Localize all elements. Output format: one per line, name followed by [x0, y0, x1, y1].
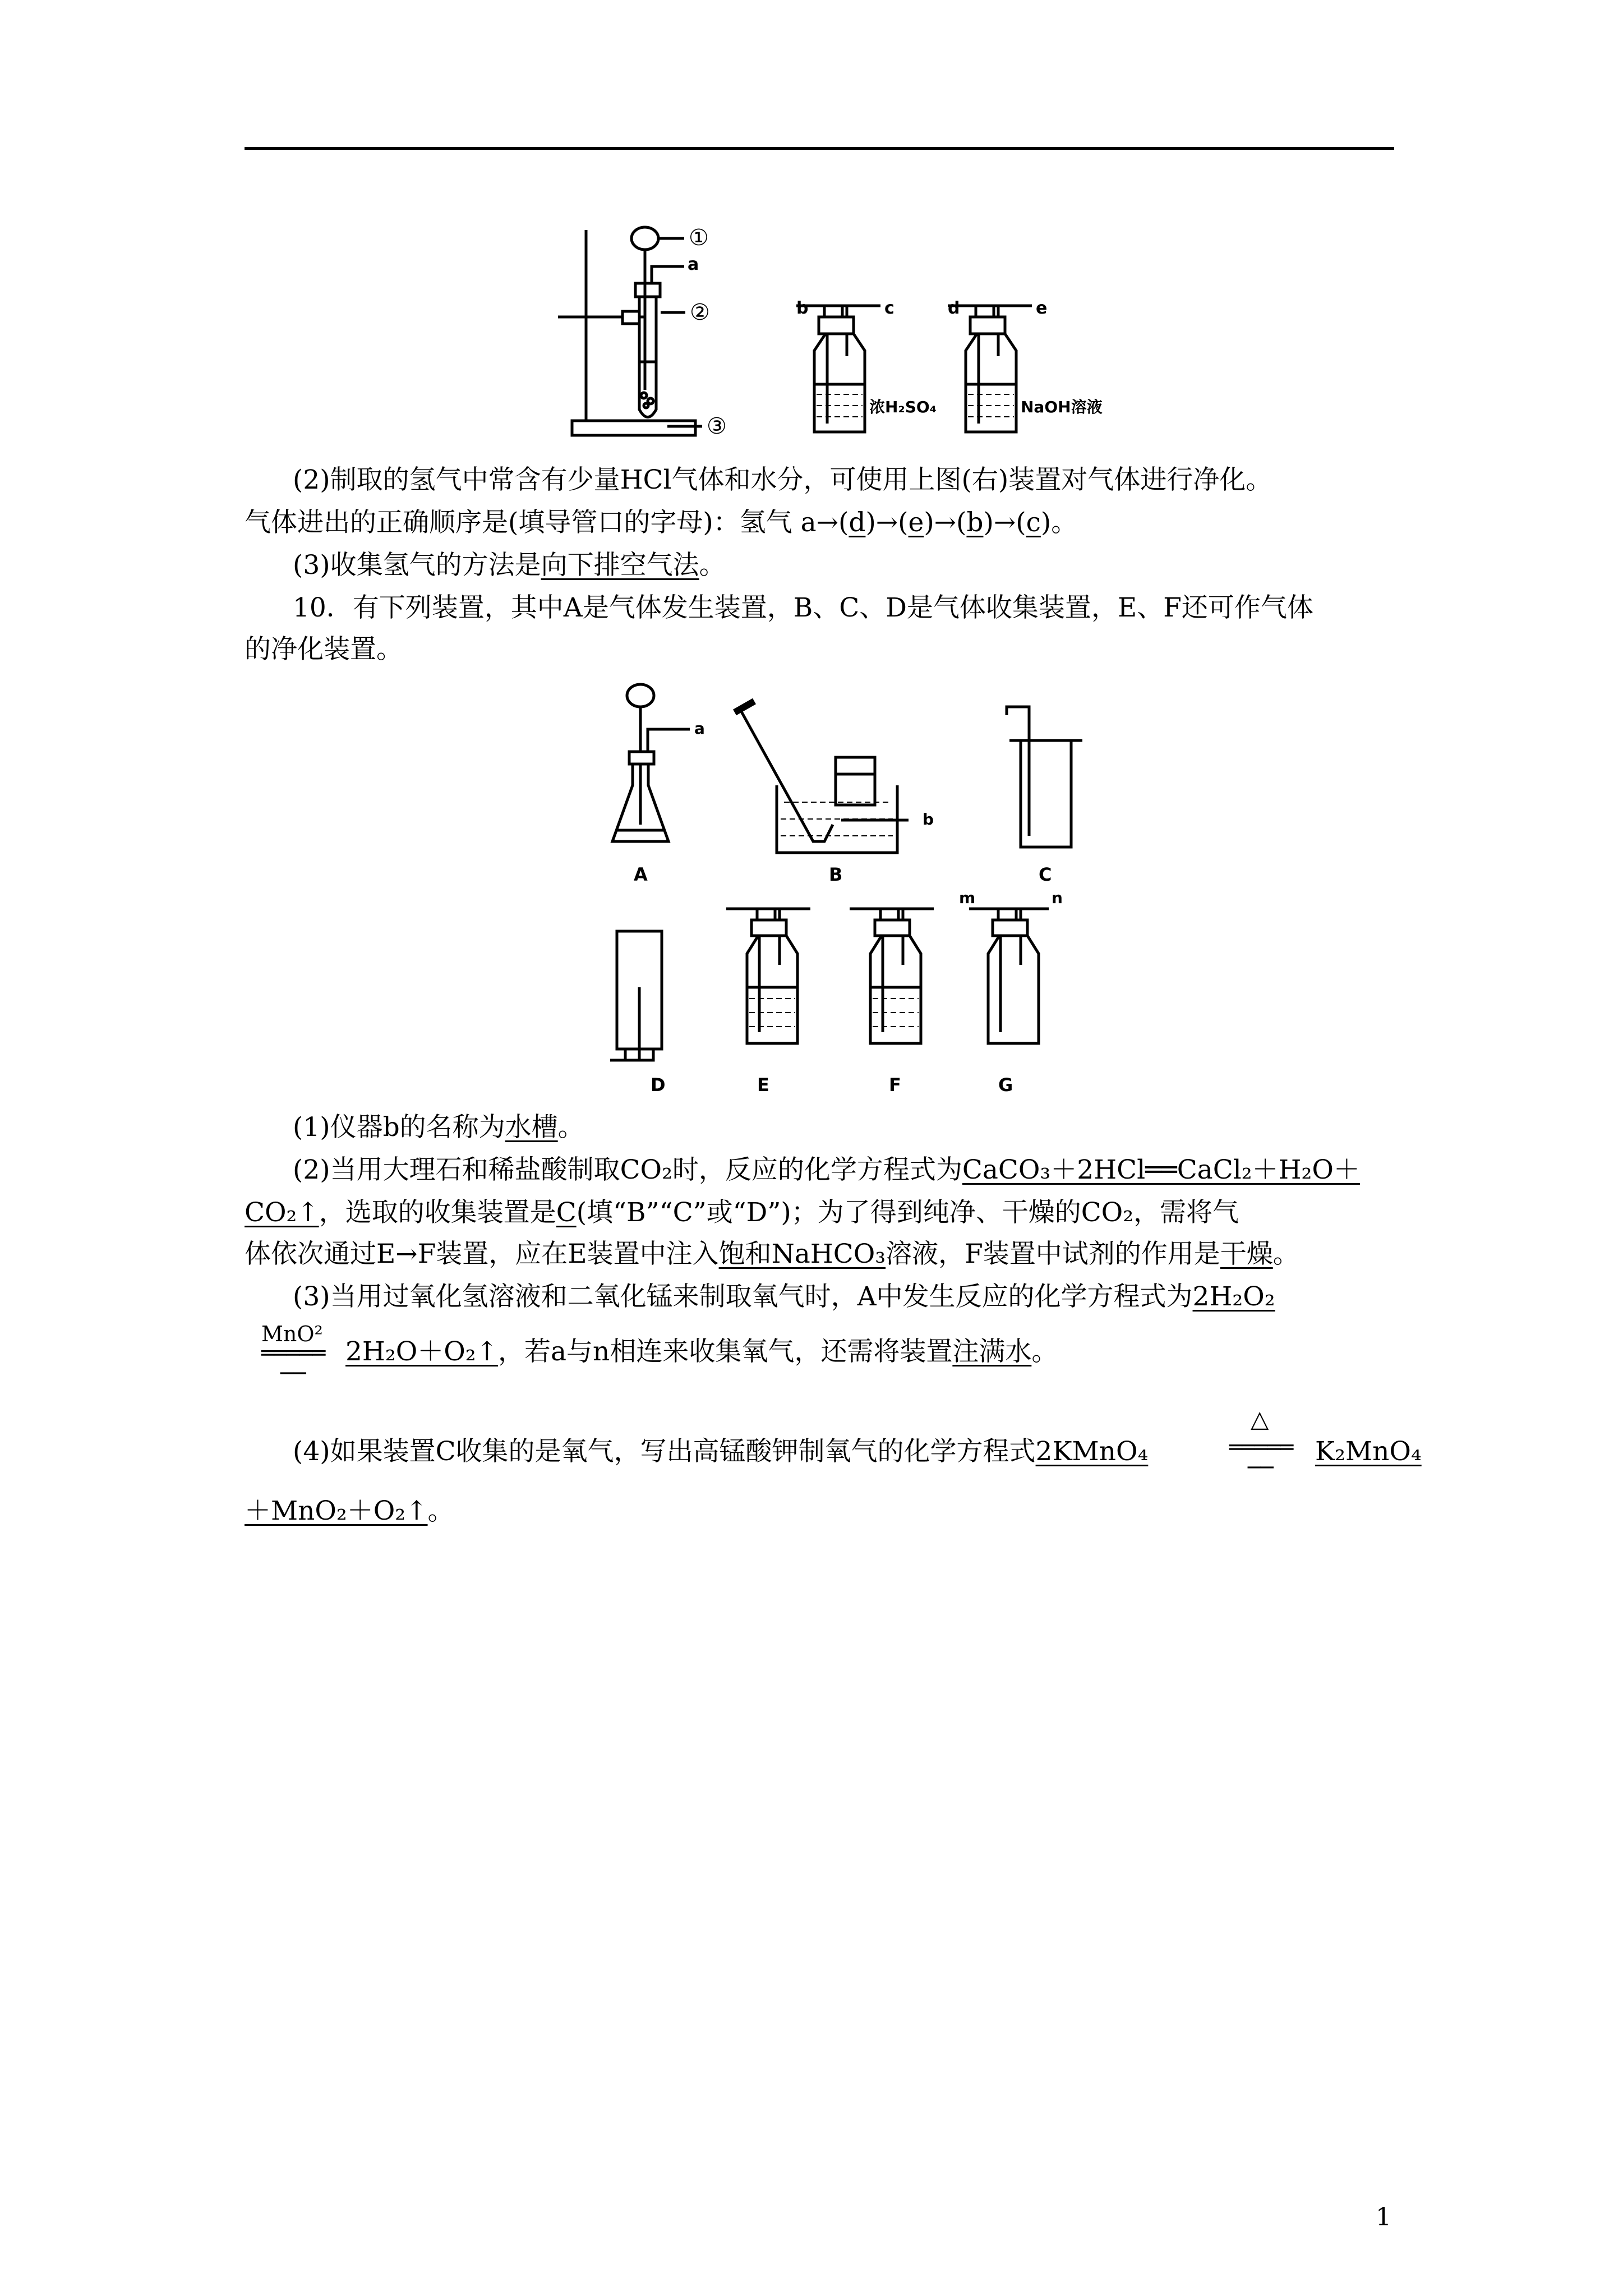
label-circle-3: ③ [707, 413, 727, 439]
q9-part3 [293, 549, 726, 582]
label-circle-2: ② [690, 300, 710, 325]
q10-p3-text: (3)当用过氧化氢溶液和二氧化锰来制取氧气时，A中发生反应的化学方程式为 [293, 1281, 1193, 1312]
reaction-equals-sign-1: ═════ [261, 1341, 326, 1365]
q9-part2-line2 [245, 506, 1077, 540]
q10-part3-line2 [345, 1335, 1058, 1369]
answer-b: b [966, 507, 984, 538]
label-n: n [1052, 889, 1063, 907]
q10-part3-line1 [293, 1280, 1275, 1314]
q10-part2-line3 [245, 1237, 1299, 1271]
label-D: D [651, 1074, 666, 1096]
label-E: E [757, 1074, 769, 1096]
label-c: c [884, 298, 895, 318]
answer-caco3-equation: CaCO₃＋2HCl══CaCl₂＋H₂O＋ [962, 1154, 1360, 1185]
period: 。 [427, 1496, 454, 1526]
label-tube-b: b [923, 810, 934, 829]
arrow: )→( [865, 507, 909, 538]
reaction-dash-2: ── [1248, 1455, 1274, 1480]
q10-part2-line2 [245, 1196, 1239, 1230]
bottle-h2so4-label: 浓H₂SO₄ [869, 398, 937, 416]
q10-part1 [293, 1111, 584, 1144]
period: 。 [1031, 1336, 1058, 1367]
period: 。 [699, 550, 726, 581]
arrow: )→( [924, 507, 967, 538]
answer-h2o2: 2H₂O₂ [1192, 1281, 1275, 1312]
q10-p1-text: (1)仪器b的名称为 [293, 1112, 505, 1143]
period: 。 [1272, 1239, 1299, 1269]
label-tube-a: a [694, 719, 705, 738]
answer-water-trough: 水槽 [505, 1112, 558, 1143]
answer-mno2-o2: ＋MnO₂＋O₂↑ [245, 1496, 428, 1526]
answer-k2mno4 [1315, 1435, 1422, 1469]
q9-text: 气体进出的正确顺序是(填导管口的字母)：氢气 a→( [245, 507, 849, 538]
label-B: B [829, 864, 843, 885]
answer-d: d [849, 507, 866, 538]
reaction-dash-1: ── [280, 1361, 306, 1386]
page-number: 1 [1376, 2203, 1391, 2231]
answer-c: c [1026, 507, 1041, 538]
label-A: A [634, 864, 648, 885]
answer-nahco3: 饱和NaHCO₃ [718, 1239, 886, 1269]
q10-p2-l3-text: 体依次通过E→F装置，应在E装置中注入 [245, 1239, 719, 1269]
answer-collector-c: C [556, 1197, 577, 1228]
label-b: b [796, 298, 809, 318]
period: 。 [1051, 507, 1078, 538]
label-G: G [998, 1074, 1013, 1096]
q10-p2-text: (2)当用大理石和稀盐酸制取CO₂时，反应的化学方程式为 [293, 1154, 962, 1185]
q10-intro-line2: 的净化装置。 [245, 634, 403, 665]
q10-part4-line1 [293, 1435, 1148, 1469]
answer-collect-method: 向下排空气法 [541, 550, 699, 581]
q9-part2-line1: (2)制取的氢气中常含有少量HCl气体和水分，可使用上图(右)装置对气体进行净化。 [293, 464, 1272, 495]
answer-k2mno4-text: K₂MnO₄ [1315, 1436, 1422, 1467]
heat-condition: △ [1251, 1405, 1269, 1433]
label-F: F [889, 1074, 901, 1096]
mno2-condition: MnO² [261, 1322, 323, 1346]
q10-part4-line2 [245, 1494, 454, 1528]
reaction-equals-sign-2: ═════ [1229, 1435, 1294, 1460]
q10-part2-line1 [293, 1153, 1360, 1187]
arrow: )→( [983, 507, 1026, 538]
q10-p2-mid: ，选取的收集装置是 [319, 1197, 556, 1228]
q9-p3-text: (3)收集氢气的方法是 [293, 550, 541, 581]
q10-p3-mid: ，若a与n相连来收集氧气，还需将装置 [498, 1336, 953, 1367]
q10-p4-text: (4)如果装置C收集的是氧气，写出高锰酸钾制氧气的化学方程式 [293, 1436, 1036, 1467]
q10-intro-line1: 10．有下列装置，其中A是气体发生装置，B、C、D是气体收集装置，E、F还可作气体 [293, 592, 1313, 623]
label-circle-1: ① [689, 225, 709, 251]
bottle-naoh-label: NaOH溶液 [1021, 398, 1103, 416]
period: 。 [557, 1112, 584, 1143]
answer-co2-gas: CO₂↑ [245, 1197, 319, 1228]
q10-p2-post: (填“B”“C”或“D”)；为了得到纯净、干燥的CO₂，需将气 [576, 1197, 1239, 1228]
q10-p2-l3-mid: 溶液，F装置中试剂的作用是 [886, 1239, 1220, 1269]
answer-h2o-o2: 2H₂O＋O₂↑ [345, 1336, 499, 1367]
label-a: a [688, 255, 699, 274]
label-m: m [959, 889, 976, 907]
apparatus-a-to-g-figure [606, 673, 1099, 1105]
answer-fill-water: 注满水 [952, 1336, 1032, 1367]
close-paren: ) [1040, 507, 1052, 538]
label-e: e [1036, 298, 1048, 318]
label-C: C [1039, 864, 1052, 885]
answer-kmno4: 2KMnO₄ [1035, 1436, 1149, 1467]
label-d: d [948, 298, 960, 318]
hydrogen-apparatus-figure [555, 216, 1172, 446]
header-rule [245, 147, 1394, 150]
answer-e: e [908, 507, 924, 538]
answer-drying: 干燥 [1220, 1239, 1273, 1269]
